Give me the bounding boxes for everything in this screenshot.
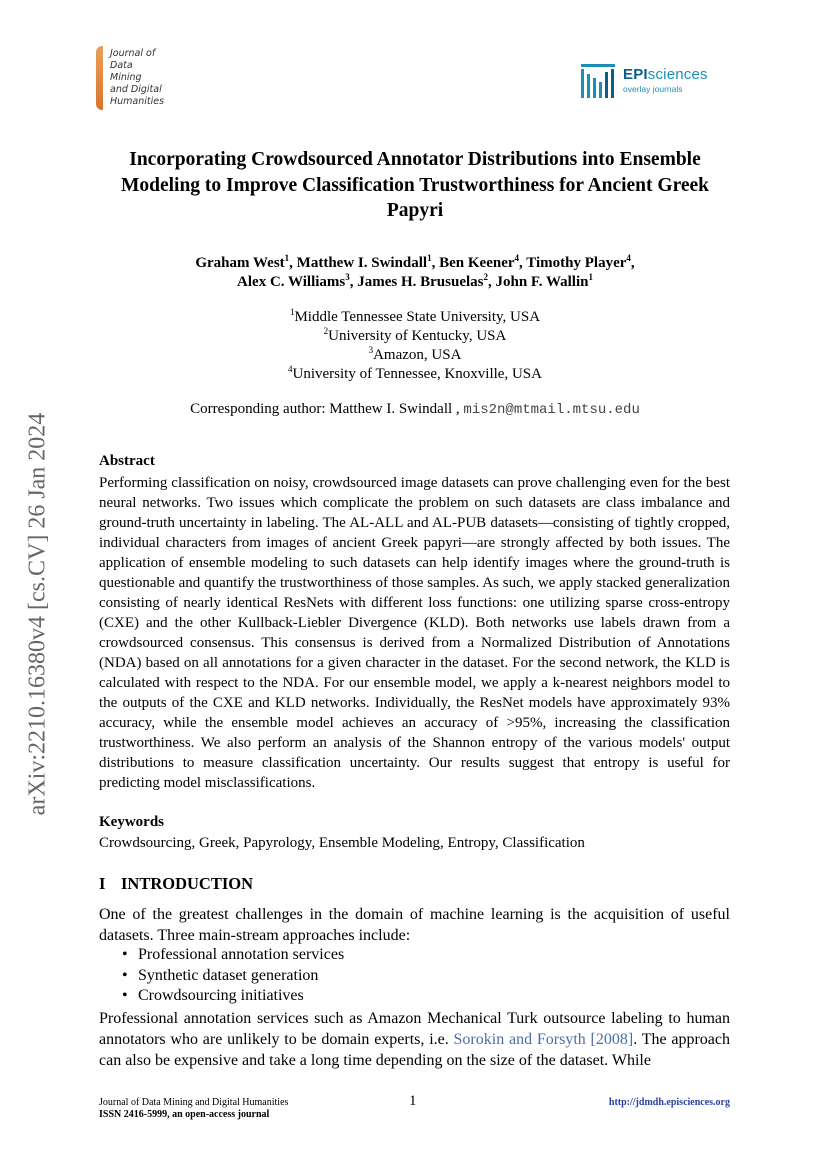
author-line-2: Alex C. Williams$^3$, James H. Brusuelas$^2$, John F. Wallin$^1$ bbox=[237, 272, 593, 290]
footer-journal-info: Journal of Data Mining and Digital Humanities ISSN 2416-5999, an open-access journal bbox=[99, 1097, 289, 1120]
episciences-logo[interactable] bbox=[581, 64, 721, 100]
affiliation: $^3$Amazon, USA bbox=[368, 345, 462, 363]
citation-link[interactable]: Sorokin and Forsyth [2008] bbox=[453, 1031, 634, 1048]
episciences-subtitle: overlay journals bbox=[623, 84, 683, 94]
affiliation: $^2$University of Kentucky, USA bbox=[323, 326, 507, 344]
list-item: • Crowdsourcing initiatives bbox=[122, 986, 344, 1007]
affiliation: $^4$University of Tennessee, Knoxville, USA bbox=[288, 364, 542, 382]
intro-paragraph-1: One of the greatest challenges in the domain of machine learning is the acquisition of useful datasets. Three main-stream approaches include: bbox=[99, 906, 730, 944]
journal-logo bbox=[96, 44, 165, 114]
arxiv-identifier-stamp: arXiv:2210.16380v4 [cs.CV] 26 Jan 2024 bbox=[24, 412, 51, 816]
author-line-1: Graham West$^1$, Matthew I. Swindall$^1$, Ben Keener$^4$, Timothy Player$^4$, bbox=[195, 253, 635, 271]
list-item: • Synthetic dataset generation bbox=[122, 966, 344, 987]
journal-logo-bar bbox=[96, 46, 103, 110]
keywords-heading: Keywords bbox=[99, 814, 164, 830]
intro-paragraph-2: Professional annotation services such as Amazon Mechanical Turk outsource labeling to human annotators who are unlikely to be domain experts, i.e. Sorokin and Forsyth [2008]. The approach can also be expensive and take a long time depending on the size of the dataset. While bbox=[99, 1010, 731, 1069]
journal-logo-text: Journal of Data Mining and Digital Humanities bbox=[110, 48, 165, 107]
episciences-mark-icon bbox=[581, 64, 615, 98]
abstract-heading: Abstract bbox=[99, 453, 155, 469]
section-heading-introduction: I INTRODUCTION bbox=[99, 874, 254, 893]
approach-list bbox=[122, 945, 344, 1007]
author-list bbox=[100, 254, 730, 292]
abstract-text: Performing classification on noisy, crowdsourced image datasets can prove challenging even for the best neural networks. Two issues which complicate the problem on such datasets are class imbalance and ground-truth uncertainty in labeling. The AL-ALL and AL-PUB datasets—consisting of tightly cropped, individual characters from images of ancient Greek papyri—are strongly affected by both issues. The application of ensemble modeling to such datasets can help identify images where the ground-truth is questionable and quantify the trustworthiness of those samples. As such, we apply stacked generalization consisting of nearly identical ResNets with different loss functions: one utilizing sparse cross-entropy (CXE) and the other Kullback-Liebler Divergence (KLD). Both networks use labels drawn from a crowdsourced consensus. This consensus is derived from a Normalized Distribution of Annotations (NDA) based on all annotations for a given character in the dataset. For the second network, the KLD is calculated with respect to the NDA. For our ensemble model, we apply a k-nearest neighbors model to the outputs of the CXE and KLD networks. Individually, the ResNet models have approximately 93% accuracy, while the ensemble model achieves an accuracy of >95%, increasing the classification trustworthiness. We also perform an analysis of the Shannon entropy of the various models' output distributions to measure classification uncertainty. Our results suggest that entropy is useful for predicting model misclassifications. bbox=[99, 475, 730, 791]
corresponding-email-link[interactable]: mis2n@mtmail.mtsu.edu bbox=[463, 402, 640, 418]
episciences-name: EPIsciences bbox=[623, 66, 708, 83]
keywords-text: Crowdsourcing, Greek, Papyrology, Ensemble Modeling, Entropy, Classification bbox=[99, 835, 585, 851]
journal-url-link[interactable]: http://jdmdh.episciences.org bbox=[608, 1097, 730, 1108]
page-number: 1 bbox=[409, 1093, 417, 1109]
affiliations bbox=[100, 308, 730, 384]
corresponding-author: Corresponding author: Matthew I. Swindall , mis2n@mtmail.mtsu.edu bbox=[190, 401, 640, 418]
paper-title: Incorporating Crowdsourced Annotator Distributions into Ensemble Modeling to Improve Classification Trustworthiness for Ancient Greek Papyri bbox=[120, 149, 710, 221]
affiliation: $^1$Middle Tennessee State University, USA bbox=[289, 307, 541, 325]
list-item: • Professional annotation services bbox=[122, 945, 344, 966]
